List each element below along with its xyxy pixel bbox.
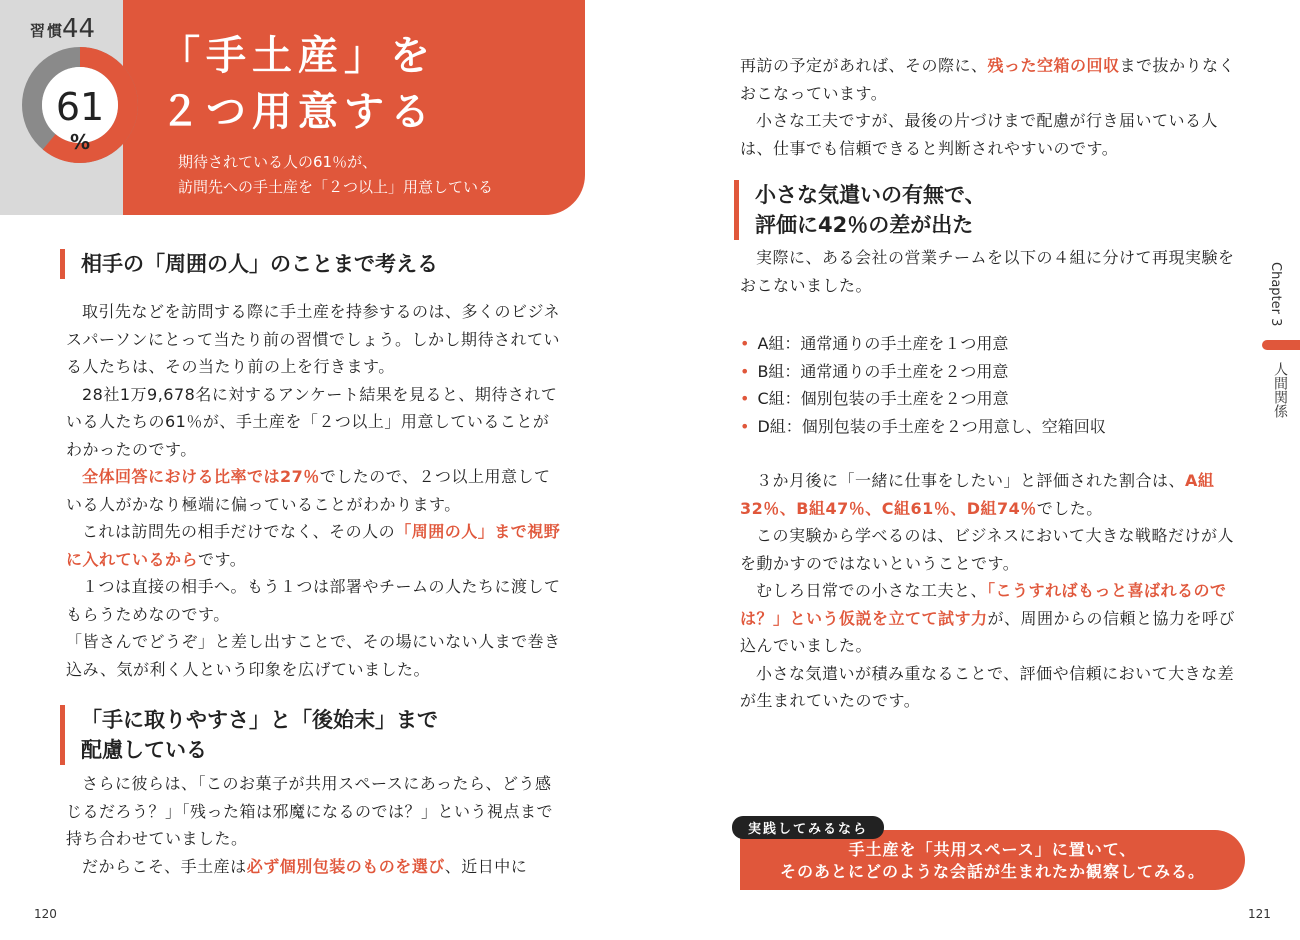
subtitle-line-1: 期待されている人の61％が、 — [178, 153, 378, 171]
paragraph: この実験から学べるのは、ビジネスにおいて大きな戦略だけが人を動かすのではないということです。 — [740, 526, 1235, 573]
heading-line: 評価に42％の差が出た — [755, 213, 974, 237]
paragraph — [66, 518, 562, 573]
paragraph-text: まで抜かりなくおこなっています。 — [740, 56, 1236, 103]
title-line-2: ２つ用意する — [160, 89, 436, 135]
section-heading-2 — [60, 705, 438, 765]
section-2-body — [66, 770, 562, 880]
highlight-text: 「周囲の人」まで視野に入れているから — [66, 522, 561, 569]
section-heading-3 — [734, 180, 986, 240]
list-item: • C組：個別包装の手土産を２つ用意 — [740, 385, 1106, 413]
percent-sign: % — [70, 130, 91, 154]
paragraph-text: が、周囲からの信頼と協力を呼び込んでいました。 — [740, 608, 1236, 655]
heading-line: 配慮している — [81, 738, 207, 762]
paragraph-text: でした。 — [1036, 498, 1103, 518]
paragraph: さらに彼らは、「このお菓子が共用スペースにあったら、どう感じるだろう？」「残った箱は邪魔になるのでは？」という視点まで持ち合わせていました。 — [66, 774, 554, 848]
right-intro-body — [740, 52, 1236, 162]
paragraph-text: 再訪の予定があれば、その際に、 — [740, 56, 988, 75]
paragraph-text: 、近日中に — [444, 856, 528, 876]
highlight-text: A組32％、B組47％、C組61％、D組74％ — [740, 471, 1215, 518]
title-line-1: 「手土産」を — [160, 33, 436, 79]
section-1-body — [66, 298, 562, 683]
paragraph: 小さな気遣いが積み重なることで、評価や信頼において大きな差が生まれていたのです。 — [740, 663, 1235, 710]
highlight-text: 残った空箱の回収 — [987, 56, 1120, 75]
practice-line: 手土産を「共用スペース」に置いて、 — [848, 840, 1137, 859]
page-number: 120 — [34, 907, 57, 921]
paragraph — [740, 467, 1236, 522]
paragraph: 「皆さんでどうぞ」と差し出すことで、その場にいない人まで巻き込み、気が利く人という印象を広げていました。 — [66, 632, 561, 679]
paragraph-text: です。 — [198, 549, 247, 569]
heading-line: 「手に取りやすさ」と「後始末」まで — [81, 708, 438, 732]
paragraph-text: むしろ日常での小さな工夫と、 — [756, 581, 988, 600]
heading-line: 小さな気遣いの有無で、 — [755, 183, 986, 207]
chapter-tab-bar — [1262, 340, 1300, 350]
paragraph-text: だからこそ、手土産は — [82, 856, 247, 876]
page-title — [160, 28, 436, 140]
paragraph — [740, 52, 1236, 107]
chapter-title: 人間関係 — [1272, 362, 1288, 418]
section-heading-1: 相手の「周囲の人」のことまで考える — [60, 249, 438, 279]
section-3-intro — [740, 244, 1236, 299]
chapter-word: Chapter — [1268, 262, 1283, 314]
chapter-number: 3 — [1268, 318, 1283, 327]
list-item: • B組：通常通りの手土産を２つ用意 — [740, 358, 1106, 386]
practice-tag: 実践してみるなら — [732, 816, 884, 839]
subtitle-line-2: 訪問先への手土産を「２つ以上」用意している — [178, 178, 494, 196]
percent-value: 61 — [55, 85, 105, 129]
paragraph — [740, 577, 1236, 660]
list-item: • A組：通常通りの手土産を１つ用意 — [740, 330, 1106, 358]
section-3-body — [740, 467, 1236, 715]
paragraph: 28社1万9,678名に対するアンケート結果を見ると、期待されている人たちの61％が、手土産を「２つ以上」用意していることがわかったのです。 — [66, 384, 558, 459]
paragraph — [66, 463, 562, 518]
highlight-text: 必ず個別包装のものを選び — [246, 856, 445, 876]
paragraph: １つは直接の相手へ。もう１つは部署やチームの人たちに渡してもらうためなのです。 — [66, 577, 561, 624]
habit-label: 習慣 — [30, 22, 65, 40]
paragraph-text: でしたので、２つ以上用意している人がかなり極端に偏っていることがわかります。 — [66, 467, 551, 514]
practice-line: そのあとにどのような会話が生まれたか観察してみる。 — [779, 862, 1205, 881]
paragraph-text: これは訪問先の相手だけでなく、その人の — [82, 522, 396, 541]
list-item: • D組：個別包装の手土産を２つ用意し、空箱回収 — [740, 413, 1106, 441]
habit-number: 44 — [62, 14, 96, 44]
paragraph: 取引先などを訪問する際に手土産を持参するのは、多くのビジネスパーソンにとって当たり前の習慣でしょう。しかし期待されている人たちは、その当たり前の上を行きます。 — [66, 302, 561, 376]
paragraph: 実際に、ある会社の営業チームを以下の４組に分けて再現実験をおこないました。 — [740, 248, 1235, 295]
page-number: 121 — [1248, 907, 1271, 921]
highlight-text: 全体回答における比率では27％ — [82, 467, 320, 486]
paragraph — [66, 853, 562, 881]
practice-box — [740, 830, 1245, 890]
paragraph-text: ３か月後に「一緒に仕事をしたい」と評価された割合は、 — [756, 471, 1186, 490]
chapter-label — [1268, 262, 1283, 326]
paragraph: 小さな工夫ですが、最後の片づけまで配慮が行き届いている人は、仕事でも信頼できると判断されやすいのです。 — [740, 111, 1219, 158]
highlight-text: 「こうすればもっと喜ばれるのでは？」という仮説を立てて試す力 — [740, 581, 1227, 628]
experiment-group-list — [740, 330, 1106, 440]
page-subtitle — [178, 150, 493, 200]
